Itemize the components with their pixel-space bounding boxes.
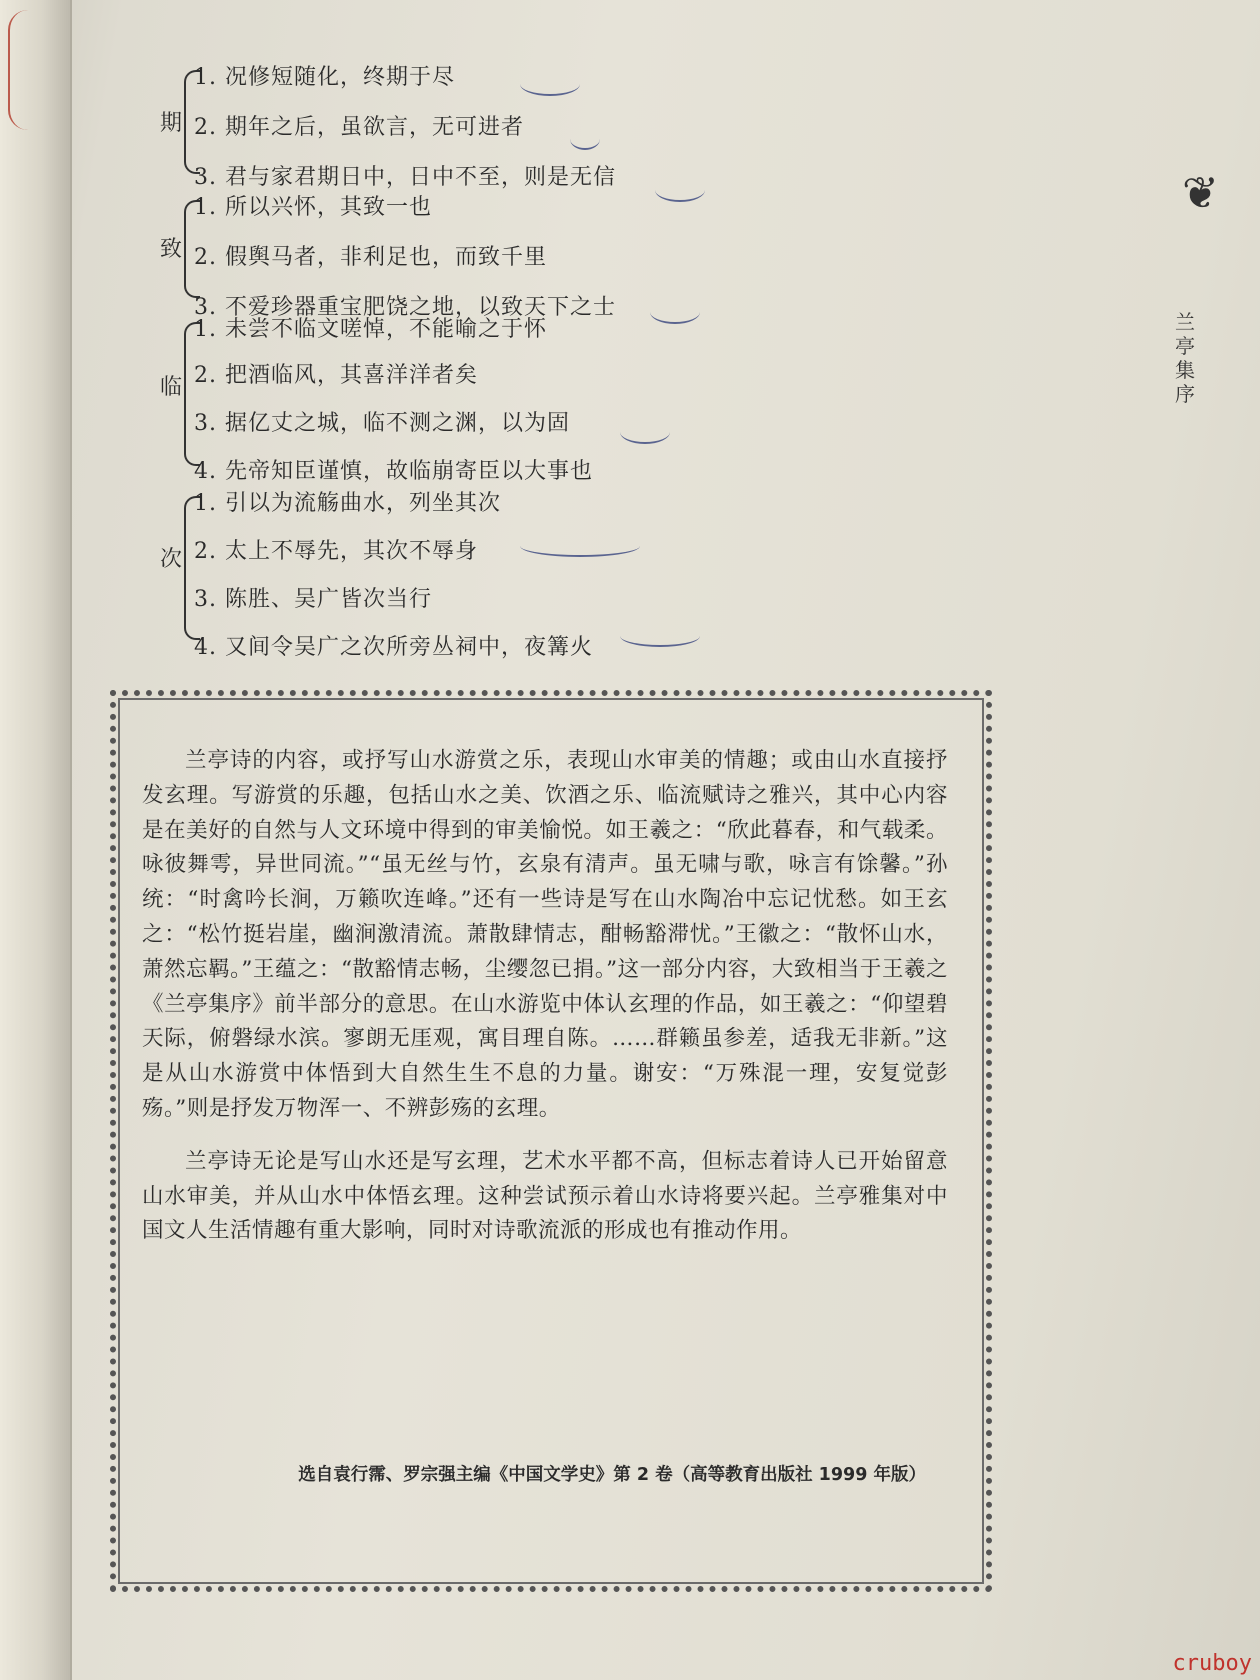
example-item: 2. 期年之后，虽欲言，无可进者: [194, 115, 524, 140]
watermark: cruboy: [1172, 1651, 1252, 1676]
brace-icon: [184, 496, 200, 640]
brace-icon: [184, 322, 200, 466]
handwritten-annotation: [620, 420, 670, 444]
example-item: 2. 把酒临风，其喜洋洋者矣: [194, 363, 478, 388]
group-head: 次: [160, 547, 183, 572]
example-item: 1. 所以兴怀，其致一也: [194, 195, 432, 220]
example-item: 3. 君与家君期日中，日中不至，则是无信: [194, 165, 616, 190]
book-spine: [0, 0, 72, 1680]
handwritten-annotation: [520, 535, 640, 557]
source-citation: 选自袁行霈、罗宗强主编《中国文学史》第 2 卷（高等教育出版社 1999 年版）: [298, 1465, 926, 1485]
example-item: 4. 先帝知臣谨慎，故临崩寄臣以大事也: [194, 459, 593, 484]
handwritten-annotation: [570, 128, 600, 150]
handwritten-annotation: [620, 625, 700, 647]
example-item: 3. 据亿丈之城，临不测之渊，以为固: [194, 411, 570, 436]
handwritten-annotation: [520, 72, 580, 96]
scroll-ornament-icon: ❦: [1182, 168, 1219, 219]
example-item: 1. 引以为流觞曲水，列坐其次: [194, 491, 501, 516]
group-head: 致: [160, 237, 183, 262]
paragraph: 兰亭诗的内容，或抒写山水游赏之乐，表现山水审美的情趣；或由山水直接抒发玄理。写游赏的乐趣，包括山水之美、饮酒之乐、临流赋诗之雅兴，其中心内容是在美好的自然与人文环境中得到的审美愉悦。如王羲之：“欣此暮春，和气载柔。咏彼舞雩，异世同流。”“虽无丝与竹，玄泉有清声。虽无啸与歌，咏言有馀馨。”孙统：“时禽吟长涧，万籁吹连峰。”还有一些诗是写在山水陶冶中忘记忧愁。如王玄之：“松竹挺岩崖，幽涧激清流。萧散肆情志，酣畅豁滞忧。”王徽之：“散怀山水，萧然忘羁。”王蕴之：“散豁情志畅，尘缨忽已捐。”这一部分内容，大致相当于王羲之《兰亭集序》前半部分的意思。在山水游览中体认玄理的作品，如王羲之：“仰望碧天际，俯磐绿水滨。寥朗无厓观，寓目理自陈。……群籁虽参差，适我无非新。”这是从山水游赏中体悟到大自然生生不息的力量。谢安：“万殊混一理，安复觉彭殇。”则是抒发万物浑一、不辨彭殇的玄理。: [142, 748, 948, 1121]
paragraph: 兰亭诗无论是写山水还是写玄理，艺术水平都不高，但标志着诗人已开始留意山水审美，并从山水中体悟玄理。这种尝试预示着山水诗将要兴起。兰亭雅集对中国文人生活情趣有重大影响，同时对诗歌流派的形成也有推动作用。: [142, 1148, 948, 1244]
example-item: 2. 太上不辱先，其次不辱身: [194, 539, 478, 564]
reading-box: [110, 690, 992, 1592]
handwritten-annotation: [655, 178, 705, 202]
reading-box-body: [142, 744, 948, 1249]
margin-scribble: [8, 10, 60, 130]
example-item: 1. 未尝不临文嗟悼，不能喻之于怀: [194, 317, 547, 342]
group-head: 期: [160, 111, 183, 136]
sidebar-tab-label: 兰亭集序: [1175, 310, 1195, 406]
group-head: 临: [160, 375, 183, 400]
example-item: 1. 况修短随化，终期于尽: [194, 65, 455, 90]
example-item: 4. 又间令吴广之次所旁丛祠中，夜篝火: [194, 635, 593, 660]
handwritten-annotation: [650, 300, 700, 324]
example-item: 2. 假舆马者，非利足也，而致千里: [194, 245, 547, 270]
example-item: 3. 陈胜、吴广皆次当行: [194, 587, 432, 612]
example-item: 3. 不爱珍器重宝肥饶之地，以致天下之士: [194, 295, 616, 320]
